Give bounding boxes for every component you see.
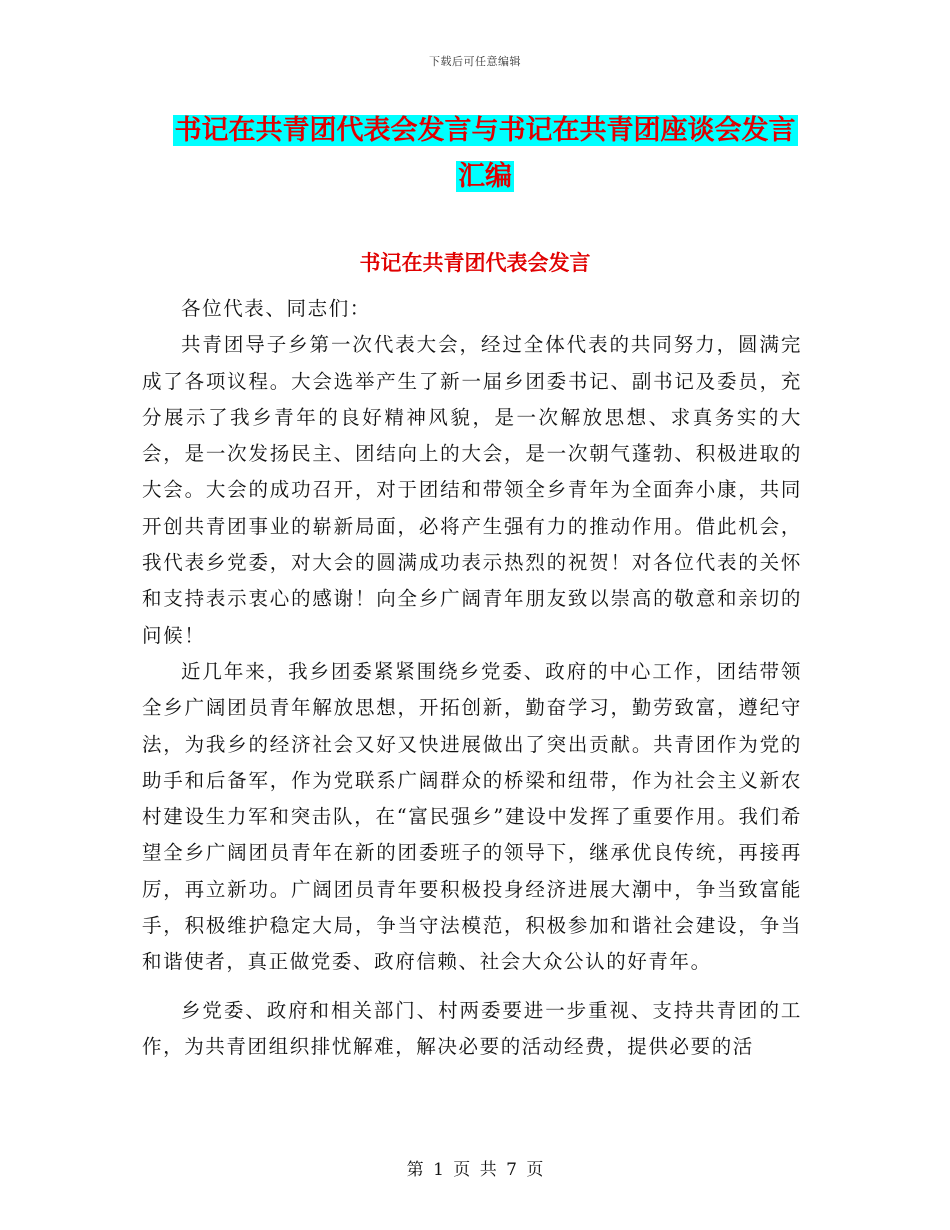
main-title-line2: 汇编	[458, 161, 512, 192]
section-title: 书记在共青团代表会发言	[359, 250, 591, 275]
salutation-paragraph: 各位代表、同志们：	[181, 297, 371, 320]
page-footer: 第 1 页 共 7 页	[406, 1160, 544, 1180]
paragraph-1: 共青团导子乡第一次代表大会，经过全体代表的共同努力，圆满完成了各项议程。大会选举产生了新一届乡团委书记、副书记及委员，充分展示了我乡青年的良好精神风貌，是一次解放思想、求真务实的大会，是一次发扬民主、团结向上的大会，是一次朝气蓬勃、积极进取的大会。大会的成功召开，对于团结和带领全乡青年为全面奔小康，共同开创共青团事业的崭新局面，必将产生强有力的推动作用。借此机会，我代表乡党委，对大会的圆满成功表示热烈的祝贺！对各位代表的关怀和支持表示衷心的感谢！向全乡广阔青年朋友致以崇高的敬意和亲切的问候！	[142, 333, 802, 647]
header-note: 下载后可任意编辑	[429, 55, 521, 68]
paragraph-3: 乡党委、政府和相关部门、村两委要进一步重视、支持共青团的工作，为共青团组织排忧解难，解决必要的活动经费，提供必要的活	[142, 998, 802, 1058]
main-title-line1: 书记在共青团代表会发言与书记在共青团座谈会发言	[174, 115, 796, 146]
main-title	[140, 108, 830, 200]
body-text	[142, 291, 802, 1065]
paragraph-2: 近几年来，我乡团委紧紧围绕乡党委、政府的中心工作，团结带领全乡广阔团员青年解放思想，开拓创新，勤奋学习，勤劳致富，遵纪守法，为我乡的经济社会又好又快进展做出了突出贡献。共青团作为党的助手和后备军，作为党联系广阔群众的桥梁和纽带，作为社会主义新农村建设生力军和突击队，在“富民强乡”建设中发挥了重要作用。我们希望全乡广阔团员青年在新的团委班子的领导下，继承优良传统，再接再厉，再立新功。广阔团员青年要积极投身经济进展大潮中，争当致富能手，积极维护稳定大局，争当守法模范，积极参加和谐社会建设，争当和谐使者，真正做党委、政府信赖、社会大众公认的好青年。	[142, 659, 802, 974]
